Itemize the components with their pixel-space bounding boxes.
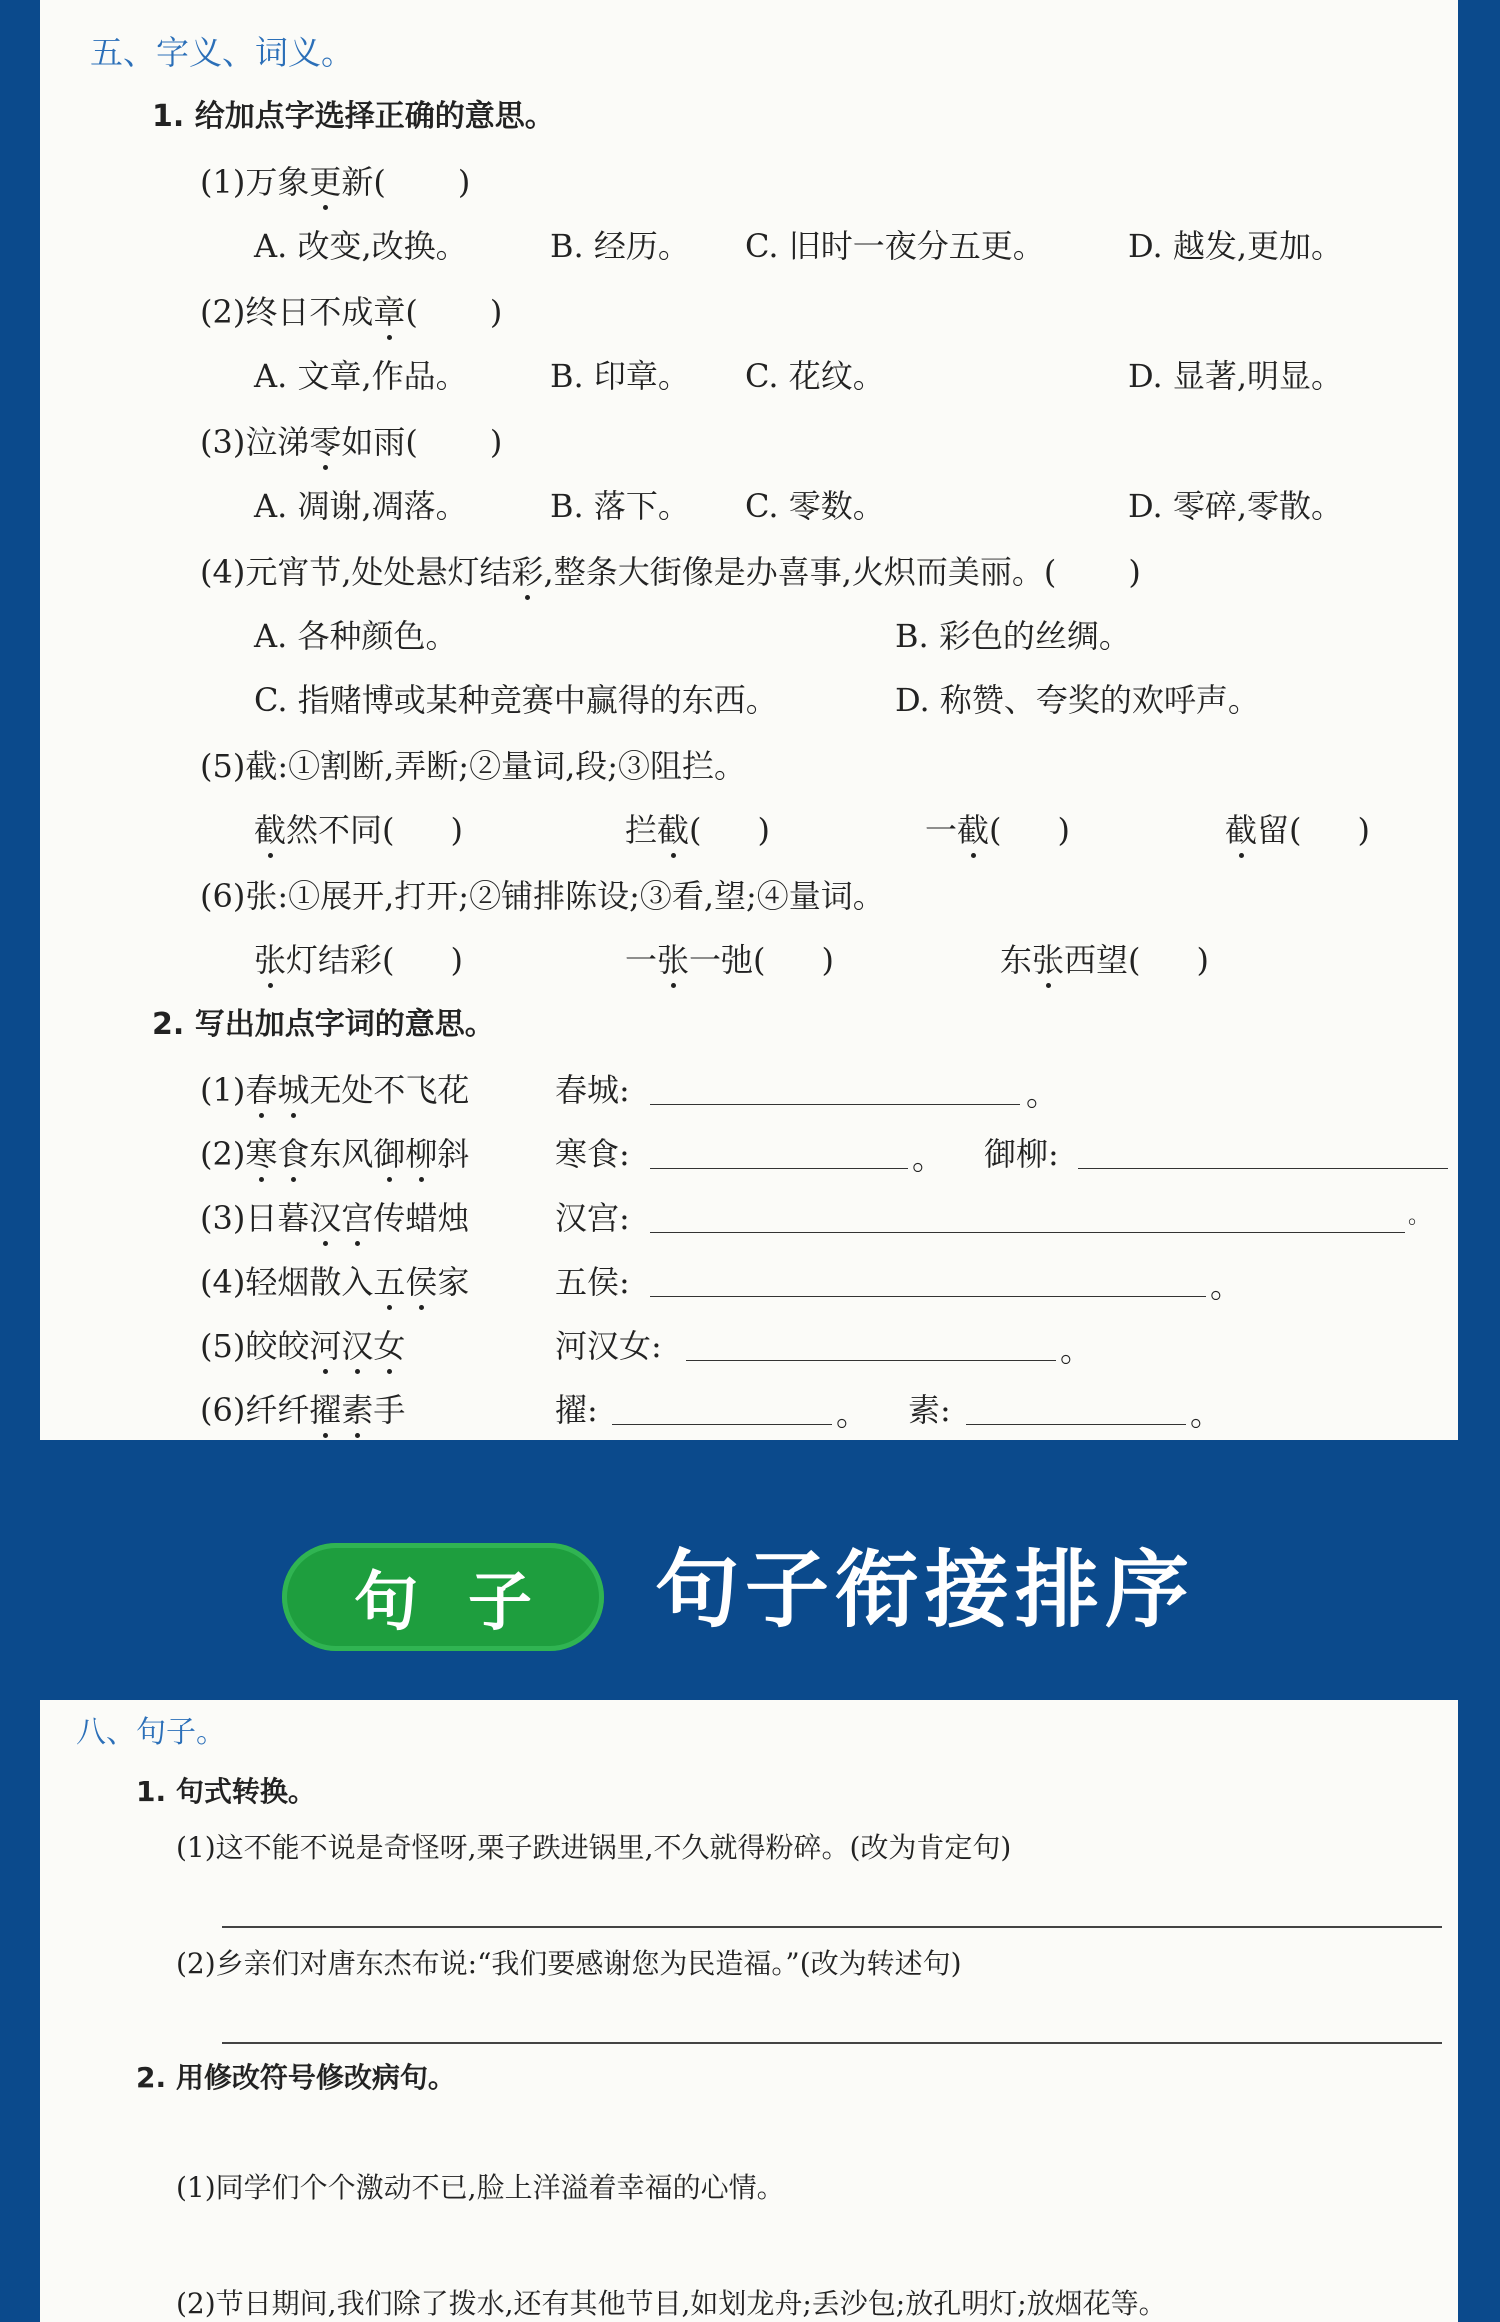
question-1-item-2: (2)终日不成章( ) <box>200 293 503 331</box>
word-blank[interactable]: 东张西望( ) <box>1000 941 1210 979</box>
answer-blank[interactable] <box>650 1138 908 1169</box>
dotted-char: 截 <box>254 811 287 849</box>
question-1-title: 1. 句式转换。 <box>136 1775 316 1808</box>
dotted-char: 截 <box>957 811 990 849</box>
dotted-char: 张 <box>1032 941 1065 979</box>
poem-line: (1)春城无处不飞花 <box>200 1071 470 1109</box>
dotted-char: 章 <box>373 293 406 331</box>
banner-pill-label: 句子 <box>354 1566 582 1640</box>
dotted-char: 截 <box>1225 811 1258 849</box>
answer-blank[interactable] <box>1078 1138 1448 1169</box>
banner-title: 句子衔接排序 <box>655 1541 1196 1639</box>
question-1-title: 1. 给加点字选择正确的意思。 <box>152 99 555 134</box>
question-1-item-4: (4)元宵节,处处悬灯结彩,整条大街像是办喜事,火炽而美丽。( ) <box>200 553 1141 591</box>
option-a[interactable]: A. 改变,改换。 <box>254 227 468 265</box>
option-d[interactable]: D. 显著,明显。 <box>1128 357 1344 395</box>
option-d[interactable]: D. 越发,更加。 <box>1128 227 1344 265</box>
sentence-item: (2)乡亲们对唐东杰布说:“我们要感谢您为民造福。”(改为转述句) <box>176 1947 962 1980</box>
dotted-char: 彩 <box>511 553 544 591</box>
word-blank[interactable]: 截留( ) <box>1225 811 1370 849</box>
word-blank[interactable]: 拦截( ) <box>625 811 770 849</box>
answer-line[interactable] <box>222 2042 1442 2044</box>
section-8-title: 八、句子。 <box>76 1715 226 1750</box>
question-1-item-5-definition: (5)截:①割断,弄断;②量词,段;③阻拦。 <box>200 747 747 785</box>
answer-blank[interactable] <box>650 1266 1206 1297</box>
option-c[interactable]: C. 花纹。 <box>745 357 885 395</box>
answer-label: 素: <box>908 1391 951 1429</box>
poem-line: (4)轻烟散入五侯家 <box>200 1263 470 1301</box>
poem-line: (6)纤纤擢素手 <box>200 1391 406 1429</box>
section-5-title: 五、字义、词义。 <box>90 33 354 72</box>
question-1-item-6-definition: (6)张:①展开,打开;②铺排陈设;③看,望;④量词。 <box>200 877 885 915</box>
answer-blank[interactable] <box>966 1394 1186 1425</box>
answer-blank[interactable] <box>650 1074 1020 1105</box>
question-2-title: 2. 写出加点字词的意思。 <box>152 1007 495 1042</box>
worksheet-panel-sentences <box>40 1700 1458 2322</box>
banner-category-pill <box>282 1543 604 1651</box>
period: 。 <box>912 1139 945 1177</box>
answer-label: 春城: <box>555 1071 630 1109</box>
option-a[interactable]: A. 文章,作品。 <box>254 357 468 395</box>
poem-line: (3)日暮汉宫传蜡烛 <box>200 1199 470 1237</box>
period: 。 <box>836 1395 869 1433</box>
period: 。 <box>1190 1395 1223 1433</box>
option-b[interactable]: B. 落下。 <box>550 487 690 525</box>
sentence-item: (2)节日期间,我们除了拨水,还有其他节目,如划龙舟;丢沙包;放孔明灯;放烟花等。 <box>176 2287 1167 2320</box>
answer-label: 河汉女: <box>555 1327 662 1365</box>
option-c[interactable]: C. 零数。 <box>745 487 885 525</box>
option-a[interactable]: A. 各种颜色。 <box>254 617 458 655</box>
answer-label: 汉宫: <box>555 1199 630 1237</box>
option-a[interactable]: A. 凋谢,凋落。 <box>254 487 468 525</box>
option-c[interactable]: C. 指赌博或某种竞赛中赢得的东西。 <box>254 681 778 719</box>
worksheet-panel-word-meaning <box>40 0 1458 1440</box>
answer-label: 寒食: <box>555 1135 630 1173</box>
dotted-char: 张 <box>657 941 690 979</box>
sentence-item: (1)同学们个个激动不已,脸上洋溢着幸福的心情。 <box>176 2171 785 2204</box>
option-d[interactable]: D. 零碎,零散。 <box>1128 487 1344 525</box>
answer-label: 御柳: <box>984 1135 1059 1173</box>
poem-line: (5)皎皎河汉女 <box>200 1327 406 1365</box>
dotted-char: 截 <box>657 811 690 849</box>
word-blank[interactable]: 截然不同( ) <box>254 811 463 849</box>
question-1-item-1: (1)万象更新( ) <box>200 163 471 201</box>
answer-label: 五侯: <box>555 1263 630 1301</box>
dotted-char: 张 <box>254 941 287 979</box>
option-d[interactable]: D. 称赞、夸奖的欢呼声。 <box>895 681 1260 719</box>
answer-blank[interactable] <box>612 1394 832 1425</box>
answer-blank[interactable] <box>650 1202 1405 1233</box>
option-b[interactable]: B. 彩色的丝绸。 <box>895 617 1131 655</box>
dotted-char: 零 <box>309 423 342 461</box>
question-1-item-3: (3)泣涕零如雨( ) <box>200 423 503 461</box>
dotted-char: 更 <box>309 163 342 201</box>
word-blank[interactable]: 一张一弛( ) <box>625 941 835 979</box>
word-blank[interactable]: 一截( ) <box>925 811 1070 849</box>
period: 。 <box>1408 1204 1431 1229</box>
sentence-item: (1)这不能不说是奇怪呀,栗子跌进锅里,不久就得粉碎。(改为肯定句) <box>176 1831 1012 1864</box>
poem-line: (2)寒食东风御柳斜 <box>200 1135 470 1173</box>
option-c[interactable]: C. 旧时一夜分五更。 <box>745 227 1045 265</box>
option-b[interactable]: B. 印章。 <box>550 357 690 395</box>
answer-blank[interactable] <box>686 1330 1056 1361</box>
period: 。 <box>1026 1075 1059 1113</box>
option-b[interactable]: B. 经历。 <box>550 227 690 265</box>
question-2-title: 2. 用修改符号修改病句。 <box>136 2061 456 2094</box>
word-blank[interactable]: 张灯结彩( ) <box>254 941 463 979</box>
period: 。 <box>1210 1267 1243 1305</box>
period: 。 <box>1060 1331 1093 1369</box>
answer-line[interactable] <box>222 1926 1442 1928</box>
answer-label: 擢: <box>555 1391 598 1429</box>
